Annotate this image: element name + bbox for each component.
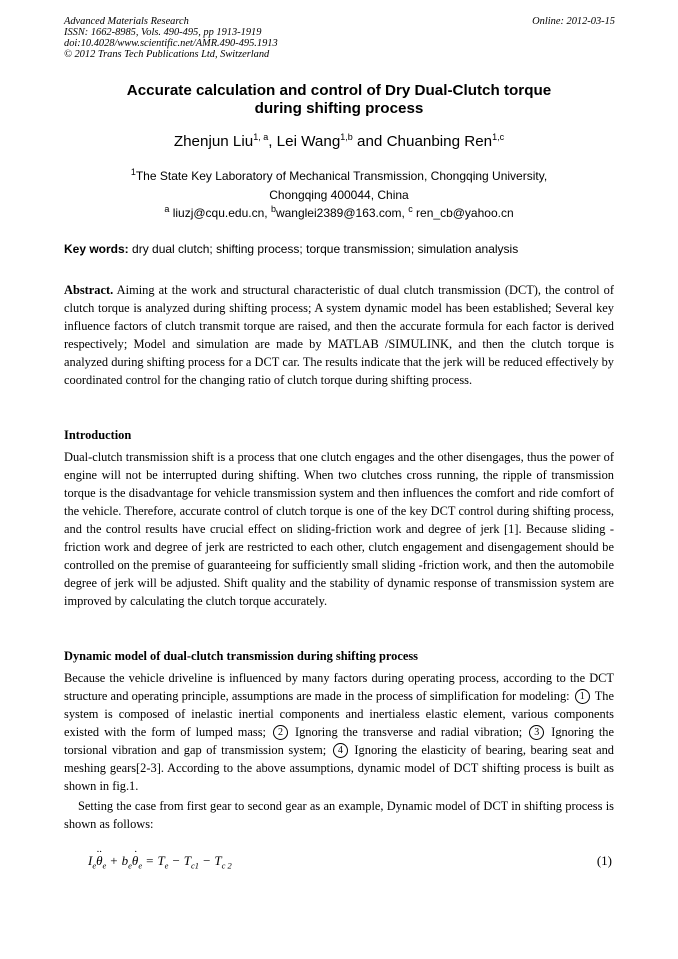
email-line: [60, 204, 618, 223]
equation-number: (1): [596, 853, 612, 868]
equation-operator: +: [110, 853, 118, 868]
equation-operator: −: [203, 853, 211, 868]
author-name: Chuanbing Ren: [386, 133, 493, 150]
email-address: ren_cb@yahoo.cn: [412, 206, 514, 220]
affiliation: [60, 167, 618, 223]
email-marker: a: [164, 204, 170, 214]
title-line-1: Accurate calculation and control of Dry Dual-Clutch torque: [126, 82, 552, 99]
equation-symbol-dot: · θ: [132, 852, 138, 870]
email-address: liuzj@cqu.edu.cn,: [169, 206, 271, 220]
equation-operator: =: [146, 853, 154, 868]
equation-subscript: c 2: [221, 860, 232, 871]
doi-line: doi:10.4028/www.scientific.net/AMR.490-495.1913: [64, 38, 278, 49]
equation-1: [88, 852, 232, 875]
affiliation-text: The State Key Laboratory of Mechanical Transmission, Chongqing University,: [135, 169, 548, 183]
paragraph-text: Because the vehicle driveline is influenced by many factors during operating process, according to the DCT structure and operating principle, assumptions are made in the process of simplification for modeling:: [64, 671, 614, 703]
abstract-label: Abstract.: [64, 283, 114, 297]
publication-info: [64, 16, 278, 60]
affiliation-line-1: [60, 167, 618, 186]
affiliation-marker: 1: [130, 167, 136, 177]
equation-symbol: T: [157, 853, 165, 868]
author-name: Lei Wang: [276, 133, 341, 150]
author-separator: ,: [268, 133, 277, 150]
equation-subscript: e: [102, 860, 107, 871]
equation-symbol: I: [88, 853, 93, 868]
equation-operator: −: [172, 853, 180, 868]
keywords-label: Key words:: [64, 242, 129, 256]
equation-subscript: c1: [191, 860, 200, 871]
author-separator: and: [352, 133, 387, 150]
section-heading-dynamic-model: Dynamic model of dual-clutch transmission during shifting process: [64, 649, 418, 663]
equation-subscript: e: [92, 860, 97, 871]
abstract: [64, 281, 614, 389]
author-affiliation-marker: 1, a: [253, 131, 269, 142]
paper-title: [60, 82, 618, 118]
section-heading-introduction: Introduction: [64, 428, 132, 442]
journal-name: Advanced Materials Research: [64, 16, 189, 27]
keywords-text: dry dual clutch; shifting process; torque transmission; simulation analysis: [128, 242, 519, 256]
author-affiliation-marker: 1,c: [492, 131, 505, 142]
equation-subscript: e: [128, 860, 132, 871]
online-date: Online: 2012-03-15: [532, 16, 615, 27]
equation-symbol: T: [214, 853, 222, 868]
shifting-example-paragraph: Setting the case from first gear to second gear as an example, Dynamic model of DCT in shifting process is shown as follows:: [64, 799, 614, 831]
introduction-paragraph: Dual-clutch transmission shift is a process that one clutch engages and the other disengages, thus the power of engine will not be interrupted during shifting. When two clutches cross running, the ripple of transmission torque is the disadvantage for vehicle transmission system and then influences the comfort and ride comfort of the vehicle. Therefore, accurate control of clutch torque is one of the key DCT control during shifting process, and the control results have crucial effect on sliding-friction work and degree of jerk [1]. Because sliding -friction work and degree of jerk are restricted to each other, clutch engagement and disengagement should be controlled on the premise of guaranteeing for sufficiently small sliding -friction work, and then the automobile degree of jerk will be adjusted. Shift quality and the stability of dynamic response of transmission system are improved by calculating the clutch torque accurately.: [64, 450, 614, 608]
issn-line: ISSN: 1662-8985, Vols. 490-495, pp 1913-1919: [64, 27, 262, 38]
paragraph-text: The system is composed of inelastic inertial components and inertialess elastic element, various components existed with the form of lumped mass;: [64, 689, 614, 739]
author-list: [60, 133, 618, 151]
email-marker: c: [408, 204, 413, 214]
copyright-line: © 2012 Trans Tech Publications Ltd, Switzerland: [64, 49, 270, 60]
title-line-2: during shifting process: [254, 100, 424, 117]
equation-symbol-ddot: ·· θ: [96, 852, 102, 870]
equation-subscript: e: [138, 860, 143, 871]
affiliation-line-2: Chongqing 400044, China: [269, 187, 409, 202]
author-name: Zhenjun Liu: [173, 133, 254, 150]
paragraph-text: Ignoring the elasticity of bearing, bearing seat and meshing gears[2-3]. According to the above assumptions, dynamic model of DCT shifting process is built as shown in fig.1.: [64, 743, 614, 793]
circled-number: 2: [273, 725, 288, 740]
paragraph-text: Ignoring the transverse and radial vibration;: [289, 725, 528, 739]
dynamic-model-paragraph: [64, 669, 614, 795]
keywords: [64, 241, 616, 257]
email-marker: b: [270, 204, 276, 214]
equation-symbol: T: [183, 853, 192, 868]
equation-subscript: e: [164, 860, 169, 871]
author-affiliation-marker: 1,b: [340, 131, 353, 142]
circled-number: 4: [333, 743, 348, 758]
paragraph-text: Ignoring the torsional vibration and gap of transmission system;: [64, 725, 615, 757]
abstract-text: Aiming at the work and structural characteristic of dual clutch transmission (DCT), the control of clutch torque is analyzed during shifting process; A system dynamic model has been established; Several key influence factors of clutch transmit torque are raised, and then the accurate formula for each factor is derived respectively; Model and simulation are made by MATLAB /SIMULINK, and then the clutch torque is analyzed during shifting process for a DCT car. The results indicate that the jerk will be reduced effectively by coordinated control for the changing ratio of clutch torque during shifting process.: [64, 283, 614, 387]
circled-number: 3: [529, 725, 544, 740]
email-address: wanglei2389@163.com,: [275, 206, 409, 220]
circled-number: 1: [575, 689, 590, 704]
equation-symbol: b: [121, 853, 129, 868]
